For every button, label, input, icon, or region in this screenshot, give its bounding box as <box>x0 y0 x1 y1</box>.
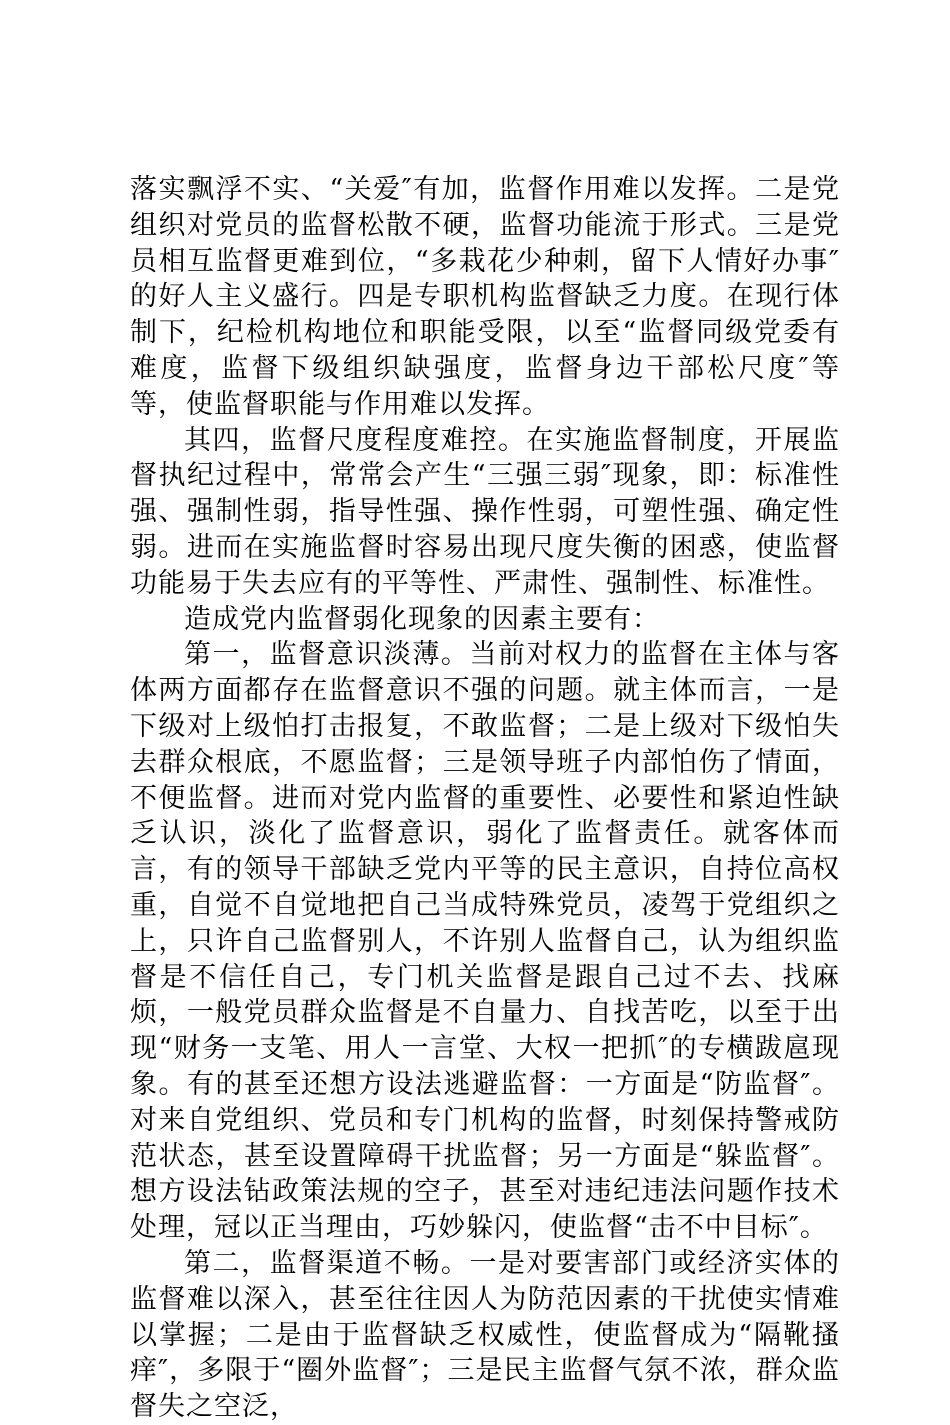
paragraph-fourth-point: 其四，监督尺度程度难控。在实施监督制度，开展监督执纪过程中，常常会产生“三强三弱″现象，即：标准性强、强制性弱，指导性强、操作性弱，可塑性强、确定性弱。进而在实施监督时容易出现尺度失衡的困惑，使监督功能易于失去应有的平等性、严肃性、强制性、标准性。 <box>130 424 840 599</box>
paragraph-second-factor: 第二，监督渠道不畅。一是对要害部门或经济实体的监督难以深入，甚至往往因人为防范因素的干扰使实情难以掌握；二是由于监督缺乏权威性，使监督成为“隔靴搔痒″，多限于“圈外监督″；三是民主监督气氛不浓，群众监督失之空泛， <box>130 1247 840 1423</box>
document-body <box>130 172 840 1425</box>
paragraph-factors-intro: 造成党内监督弱化现象的因素主要有： <box>184 603 660 635</box>
paragraph-continuation: 落实飘浮不实、“关爱″有加，监督作用难以发挥。二是党组织对党员的监督松散不硬，监督功能流于形式。三是党员相互监督更难到位，“多栽花少种刺，留下人情好办事″的好人主义盛行。四是专职机构监督缺乏力度。在现行体制下，纪检机构地位和职能受限，以至“监督同级党委有难度，监督下级组织缺强度，监督身边干部松尺度″等等，使监督职能与作用难以发挥。 <box>130 174 840 420</box>
paragraph-first-factor: 第一，监督意识淡薄。当前对权力的监督在主体与客体两方面都存在监督意识不强的问题。就主体而言，一是下级对上级怕打击报复，不敢监督；二是上级对下级怕失去群众根底，不愿监督；三是领导班子内部怕伤了情面，不便监督。进而对党内监督的重要性、必要性和紧迫性缺乏认识，淡化了监督意识，弱化了监督责任。就客体而言，有的领导干部缺乏党内平等的民主意识，自持位高权重，自觉不自觉地把自己当成特殊党员，凌驾于党组织之上，只许自己监督别人，不许别人监督自己，认为组织监督是不信任自己，专门机关监督是跟自己过不去、找麻烦，一般党员群众监督是不自量力、自找苦吃，以至于出现“财务一支笔、用人一言堂、大权一把抓″的专横跋扈现象。有的甚至还想方设法逃避监督：一方面是“防监督″。对来自党组织、党员和专门机构的监督，时刻保持警戒防范状态，甚至设置障碍干扰监督；另一方面是“躲监督″。想方设法钻政策法规的空子，甚至对违纪违法问题作技术处理，冠以正当理由，巧妙躲闪，使监督“击不中目标″。 <box>130 639 840 1244</box>
